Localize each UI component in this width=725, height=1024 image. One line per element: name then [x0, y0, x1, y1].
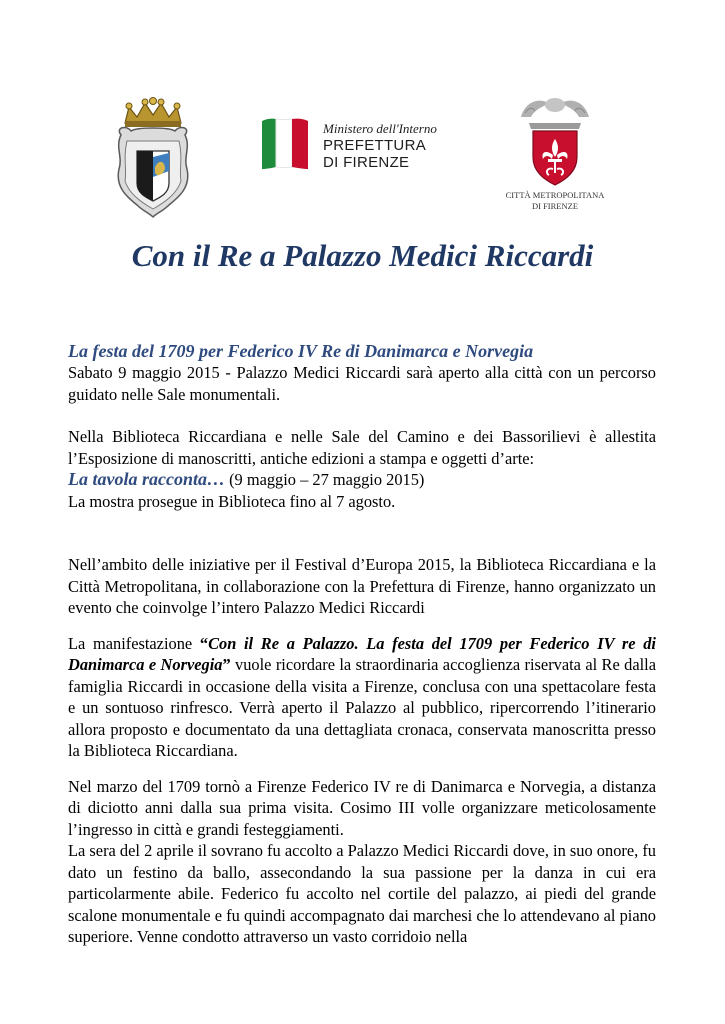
- exhibition-note: La mostra prosegue in Biblioteca fino al 7 agosto.: [68, 491, 396, 511]
- event-intro: La manifestazione: [68, 633, 200, 653]
- prefecture-name: PREFETTURA: [323, 137, 427, 154]
- document-body: [68, 340, 656, 948]
- event-description: vuole ricordare la straordinaria accoglienza riservata al Re dalla famiglia Riccardi in occasione della visita a Firenze, conclusa con una spettacolare festa e un sontuoso rinfresco. Verrà aperto il Palazzo al pubblico, ripercorrendo l’itinerario allora proposto e documentato da una dettagliata cronaca, conservata manoscritta presso la Biblioteca Riccardiana.: [68, 655, 656, 760]
- spacer: [68, 762, 656, 776]
- ministry-text: [323, 122, 463, 171]
- history-paragraph-1: Nel marzo del 1709 tornò a Firenze Federico IV re di Danimarca e Norvegia, a distanza di diciotto anni dalla sua prima visita. Cosimo III volle organizzare meticolosamente l’ingresso in città e grandi festeggiamenti.: [68, 776, 656, 839]
- metro-city: DI FIRENZE: [531, 201, 579, 211]
- exhibition-title-line: [68, 469, 656, 491]
- metro-name: CITTÀ METROPOLITANA: [505, 190, 605, 200]
- letterhead: [0, 0, 725, 230]
- quote-open: “: [199, 633, 209, 653]
- spacer: [68, 619, 656, 633]
- prefecture-city: DI FIRENZE: [323, 154, 410, 171]
- section-subheading: La festa del 1709 per Federico IV Re di Danimarca e Norvegia: [68, 341, 534, 361]
- announcement-paragraph: Sabato 9 maggio 2015 - Palazzo Medici Riccardi sarà aperto alla città con un percorso guidato nelle Sale monumentali.: [68, 363, 656, 404]
- festival-paragraph: Nell’ambito delle iniziative per il Festival d’Europa 2015, la Biblioteca Riccardiana e la Città Metropolitana, in collaborazione con la Prefettura di Firenze, hanno organizzato un evento che coinvolge l’intero Palazzo Medici Riccardi: [68, 555, 656, 617]
- citta-metropolitana-crest-icon: [515, 95, 595, 191]
- exhibition-dates: (9 maggio – 27 maggio 2015): [224, 470, 425, 489]
- history-paragraph-2: La sera del 2 aprile il sovrano fu accolto a Palazzo Medici Riccardi dove, in suo onore, fu dato un festino da ballo, assecondando la sua passione per la danza in cui era particolarmente abile. Federico fu accolto nel cortile del palazzo, ai piedi del grande scalone monumentale e fu quindi accompagnato dai marchesi che lo attendevano al piano superiore. Venne condotto attraverso un vasto corridoio nella: [68, 841, 656, 946]
- metro-text: [497, 190, 613, 212]
- event-paragraph: [68, 633, 656, 762]
- document-title: Con il Re a Palazzo Medici Riccardi: [131, 238, 594, 273]
- italian-tricolor-logo-icon: [260, 117, 310, 171]
- spacer: [68, 405, 656, 426]
- spacer: [68, 512, 656, 554]
- exhibition-title: La tavola racconta…: [68, 469, 225, 489]
- quote-close: ”: [222, 655, 231, 674]
- exhibition-paragraph: Nella Biblioteca Riccardiana e nelle Sale del Camino e dei Bassorilievi è allestita l’Esposizione di manoscritti, antiche edizioni a stampa e oggetti d’arte:: [68, 427, 656, 468]
- coat-of-arms-left-icon: [113, 97, 193, 219]
- event-title: Con il Re a Palazzo. La festa del 1709 per Federico IV re di Danimarca e Norvegia: [68, 633, 656, 674]
- ministry-name: Ministero dell'Interno: [323, 121, 437, 136]
